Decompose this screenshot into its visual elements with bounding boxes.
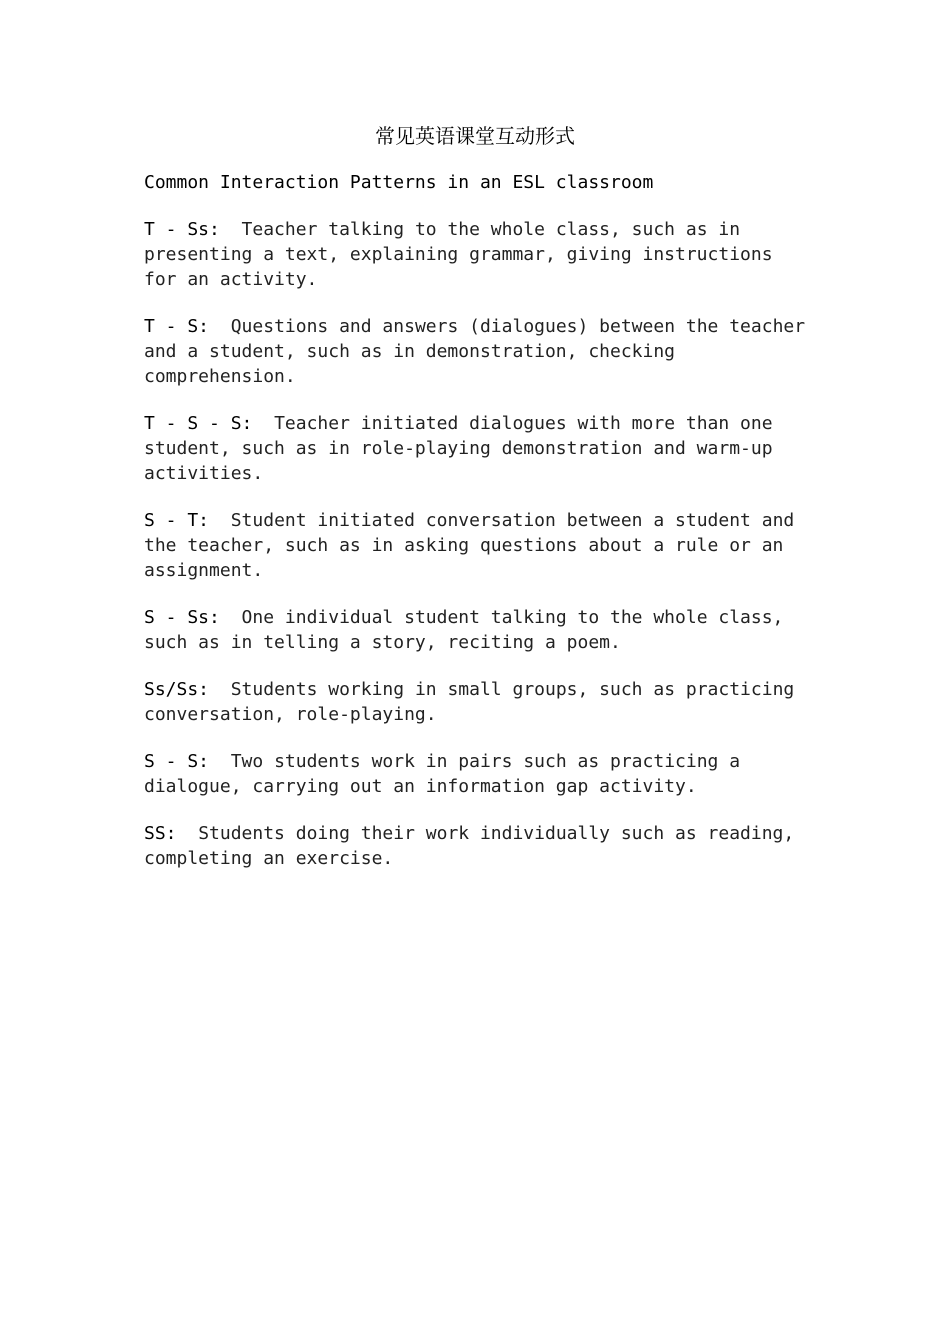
- document-body: [144, 170, 814, 893]
- entry-line: student, such as in role-playing demonstration and warm-up: [144, 438, 773, 459]
- entry-line: Teacher initiated dialogues with more than one: [274, 413, 773, 434]
- interaction-entry: [144, 749, 814, 799]
- entry-line: Teacher talking to the whole class, such as in: [241, 219, 741, 240]
- entry-line: Students working in small groups, such as practicing: [230, 679, 795, 700]
- entry-line: Two students work in pairs such as practicing a: [230, 751, 741, 772]
- entry-label: S - T:: [144, 510, 210, 531]
- entry-line: for an activity.: [144, 269, 318, 290]
- entry-label: S - Ss:: [144, 607, 220, 628]
- entry-line: presenting a text, explaining grammar, giving instructions: [144, 244, 773, 265]
- interaction-entry: [144, 508, 814, 583]
- interaction-entry: [144, 314, 814, 389]
- entry-line: Student initiated conversation between a student and: [230, 510, 795, 531]
- document-subtitle: Common Interaction Patterns in an ESL classroom: [144, 172, 654, 193]
- entry-line: completing an exercise.: [144, 848, 394, 869]
- entry-line: such as in telling a story, reciting a poem.: [144, 632, 621, 653]
- entry-line: comprehension.: [144, 366, 296, 387]
- entry-label: S - S:: [144, 751, 210, 772]
- interaction-entry: [144, 411, 814, 486]
- entry-line: Students doing their work individually such as reading,: [198, 823, 795, 844]
- document-title: 常见英语课堂互动形式: [375, 124, 575, 148]
- entry-label: T - S - S:: [144, 413, 253, 434]
- entry-label: SS:: [144, 823, 177, 844]
- interaction-entry: [144, 217, 814, 292]
- interaction-entry: [144, 677, 814, 727]
- entry-line: assignment.: [144, 560, 264, 581]
- entry-line: and a student, such as in demonstration, checking: [144, 341, 676, 362]
- entry-line: activities.: [144, 463, 264, 484]
- entry-line: conversation, role-playing.: [144, 704, 437, 725]
- entry-label: T - S:: [144, 316, 210, 337]
- entry-line: Questions and answers (dialogues) between the teacher: [230, 316, 806, 337]
- interaction-entry: [144, 821, 814, 871]
- entry-line: dialogue, carrying out an information gap activity.: [144, 776, 697, 797]
- entry-line: the teacher, such as in asking questions about a rule or an: [144, 535, 784, 556]
- entry-label: Ss/Ss:: [144, 679, 210, 700]
- entry-label: T - Ss:: [144, 219, 220, 240]
- interaction-entry: [144, 605, 814, 655]
- entry-line: One individual student talking to the whole class,: [241, 607, 784, 628]
